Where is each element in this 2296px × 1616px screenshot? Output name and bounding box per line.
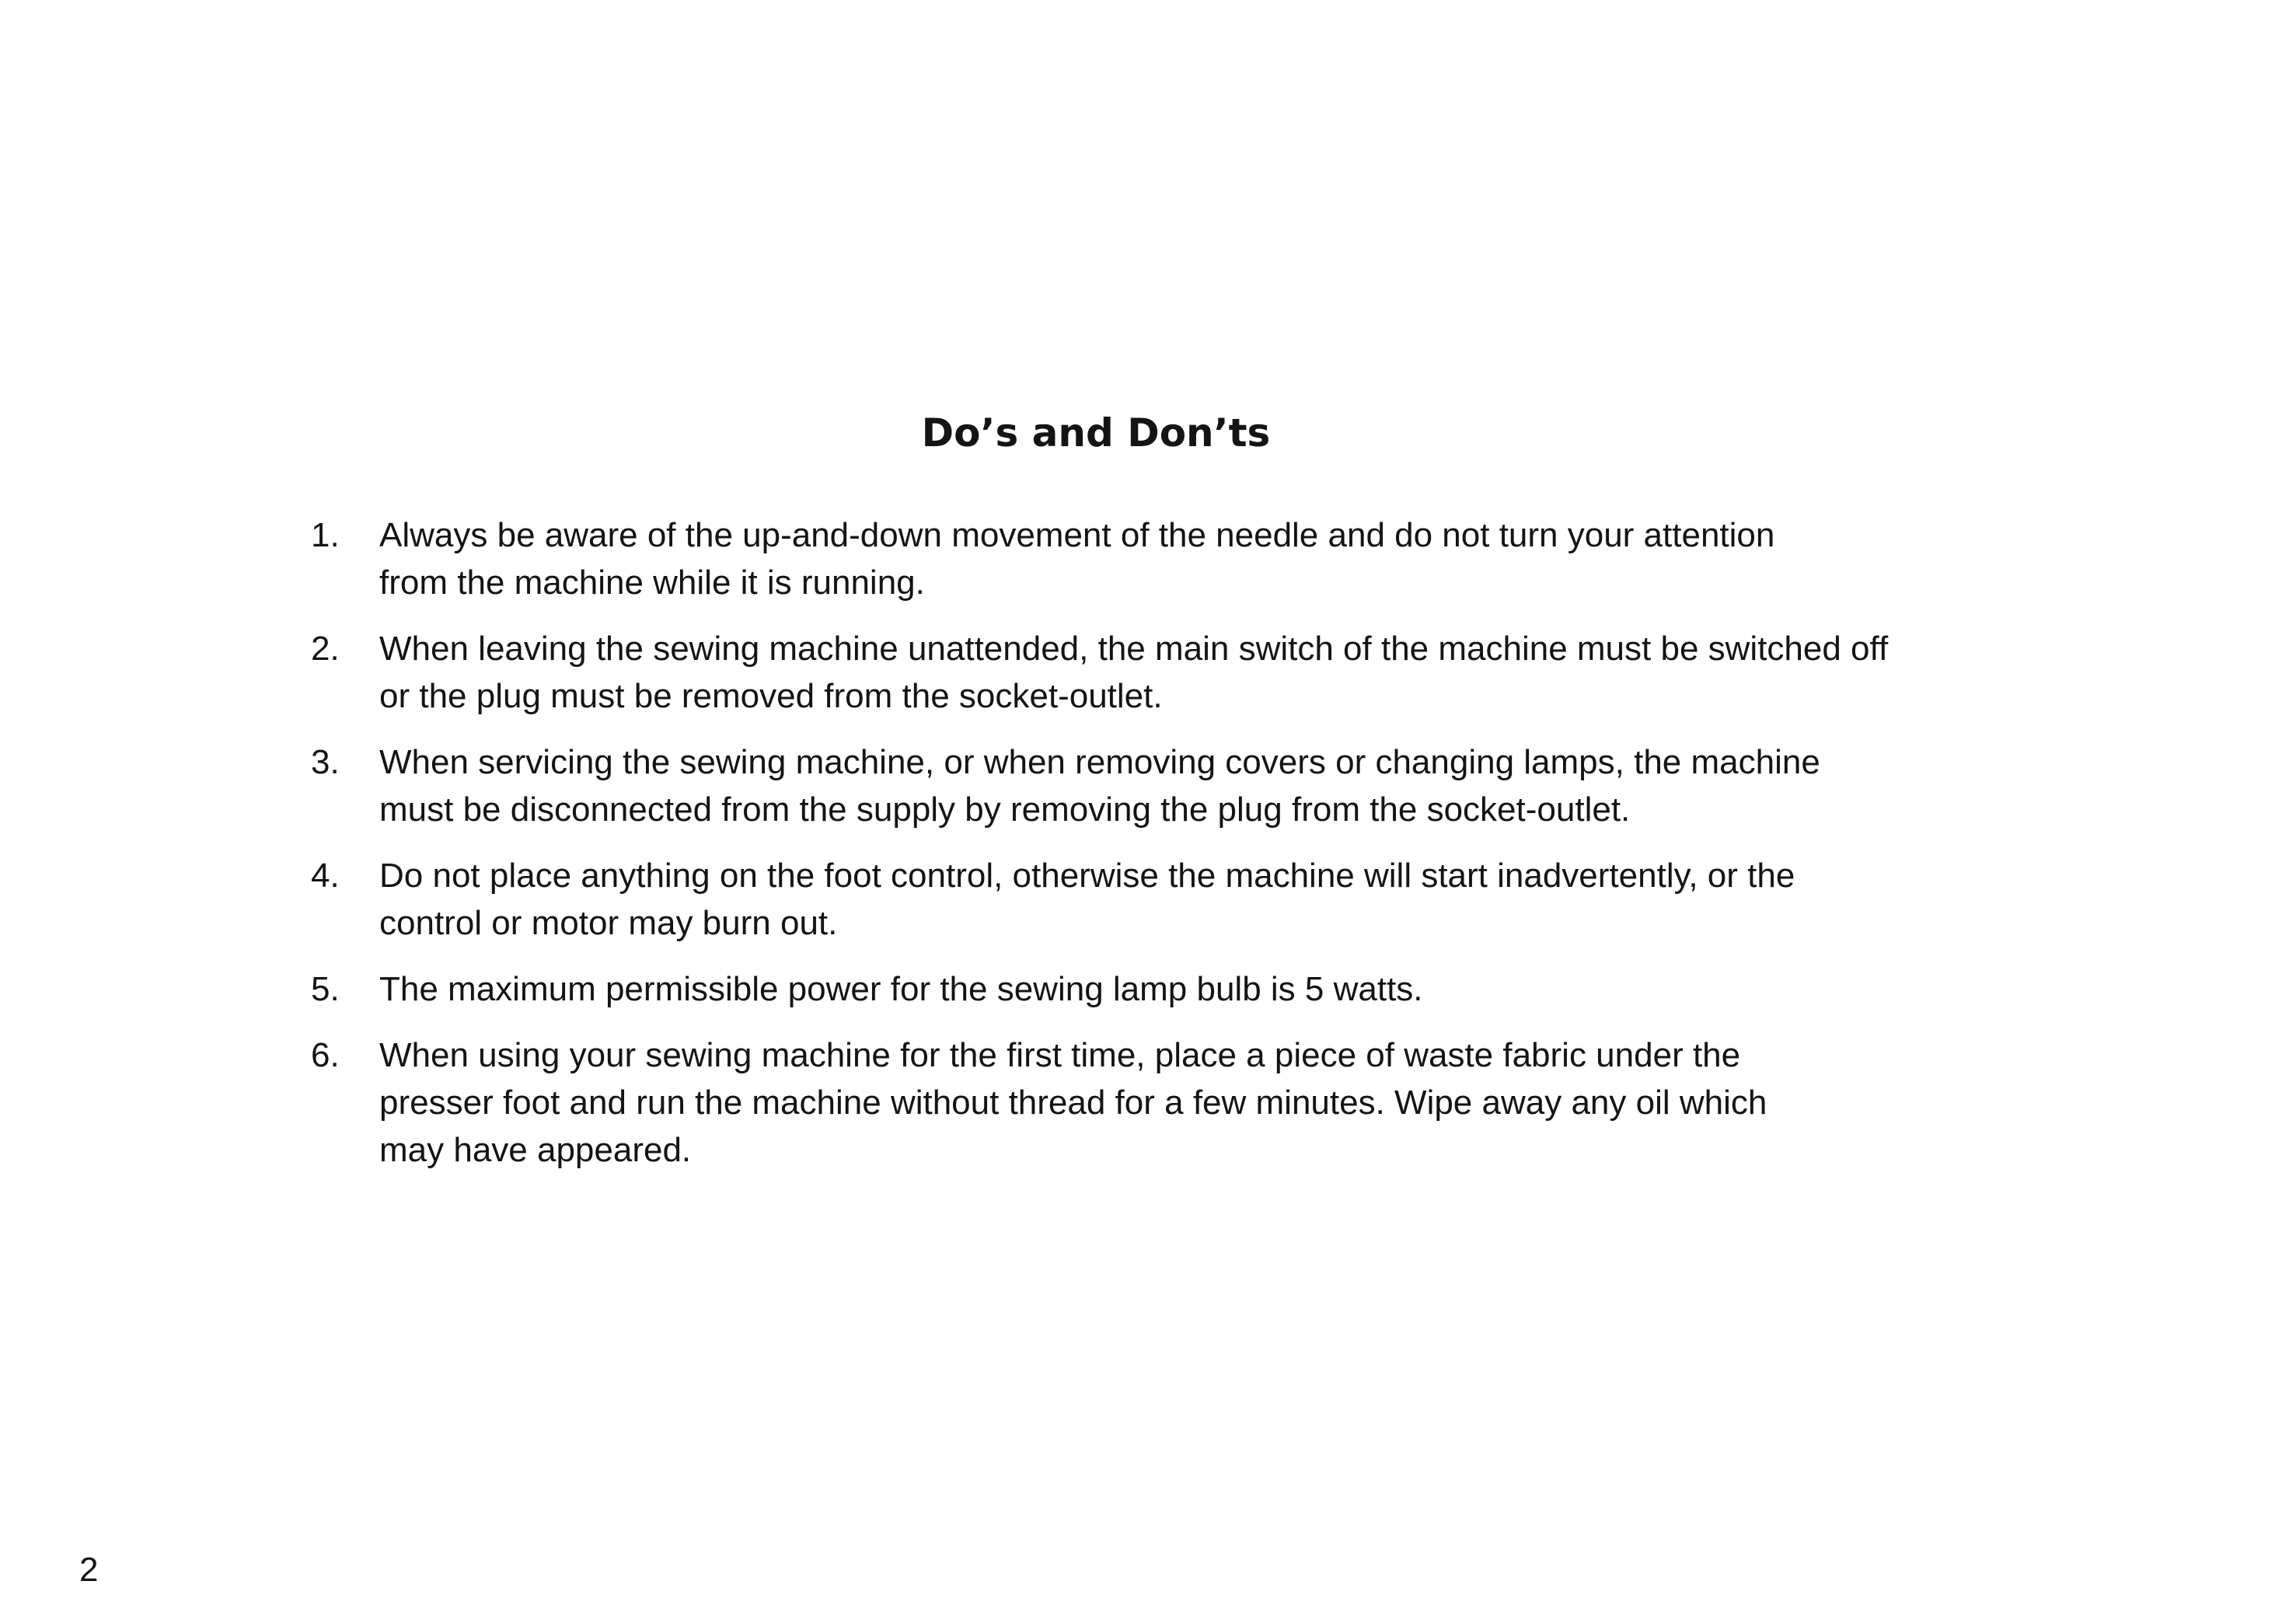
item-text [379,852,2021,947]
item-line: may have appeared. [379,1131,692,1169]
item-text [379,738,2021,833]
item-line: from the machine while it is running. [379,564,925,602]
list-item [311,511,2021,606]
item-number: 3. [311,743,340,781]
page-title: Do’s and Don’ts [921,410,1271,455]
dos-and-donts-list [311,511,2021,1192]
list-item [311,625,2021,720]
item-text [379,965,2021,1013]
item-text [379,511,2021,606]
list-item [311,738,2021,833]
list-item [311,852,2021,947]
item-line: presser foot and run the machine without thread for a few minutes. Wipe away any oil which [379,1084,1767,1122]
item-line: Always be aware of the up-and-down movement of the needle and do not turn your attention [379,516,1775,554]
item-line: Do not place anything on the foot control, otherwise the machine will start inadvertently, or the [379,857,1795,895]
item-number: 4. [311,857,340,895]
item-line: When leaving the sewing machine unattended, the main switch of the machine must be switched off [379,630,1889,668]
item-line: control or motor may burn out. [379,904,838,942]
list-item [311,965,2021,1013]
item-number: 5. [311,970,340,1008]
item-number: 1. [311,516,340,554]
item-number: 2. [311,630,340,668]
item-text [379,1031,2021,1174]
item-line: When using your sewing machine for the first time, place a piece of waste fabric under the [379,1036,1741,1074]
page-number: 2 [79,1551,99,1589]
list-item [311,1031,2021,1174]
item-line: or the plug must be removed from the socket-outlet. [379,677,1163,715]
item-number: 6. [311,1036,340,1074]
item-line: The maximum permissible power for the sewing lamp bulb is 5 watts. [379,970,1423,1008]
item-line: When servicing the sewing machine, or when removing covers or changing lamps, the machine [379,743,1820,781]
item-text [379,625,2021,720]
item-line: must be disconnected from the supply by removing the plug from the socket-outlet. [379,791,1631,829]
